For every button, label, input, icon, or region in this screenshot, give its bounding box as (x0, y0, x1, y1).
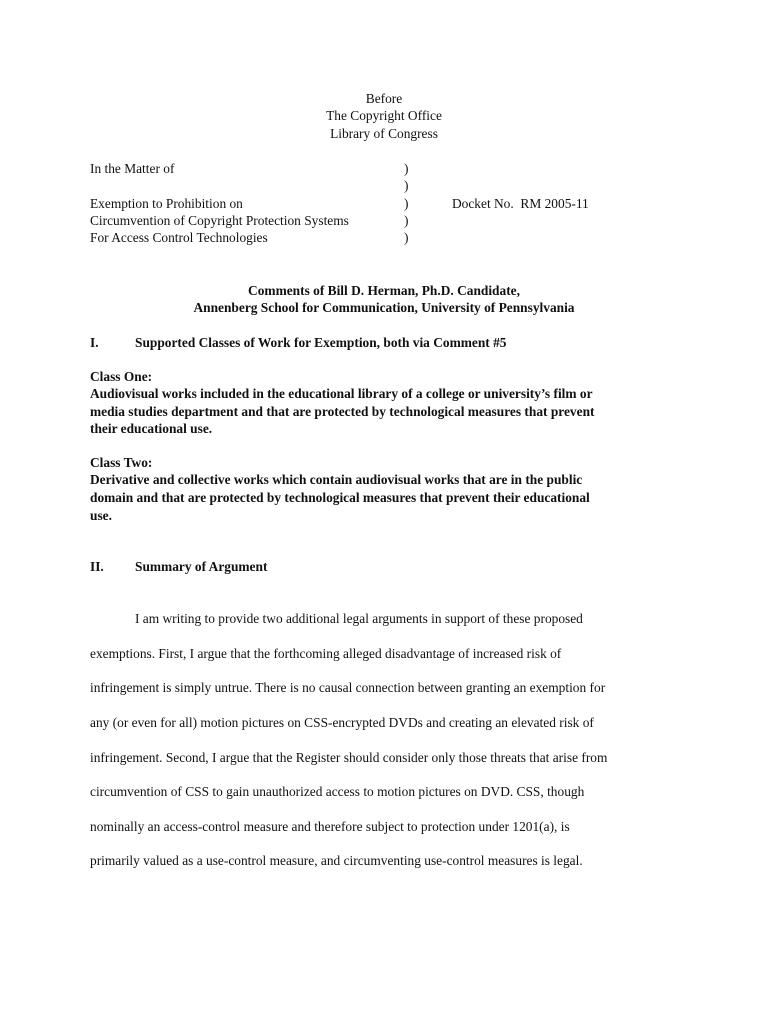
class-two-line1: Derivative and collective works which contain audiovisual works that are in the public (90, 472, 583, 487)
class-two-line3: use. (90, 508, 112, 523)
paragraph-line-8: primarily valued as a use-control measure, and circumventing use-control measures is legal. (90, 853, 583, 868)
paragraph-line-5: infringement. Second, I argue that the Register should consider only those threats that arise from (90, 750, 608, 765)
paragraph-line-3: infringement is simply untrue. There is no causal connection between granting an exemption for (90, 680, 606, 695)
caption-line-matter: In the Matter of (90, 161, 175, 176)
section2-title: Summary of Argument (135, 559, 268, 574)
class-one-line3: their educational use. (90, 421, 213, 436)
class-one-label: Class One: (90, 369, 153, 384)
paragraph-line-7: nominally an access-control measure and therefore subject to protection under 1201(a), is (90, 819, 570, 834)
section1-number: I. (90, 335, 99, 350)
class-two-label: Class Two: (90, 455, 153, 470)
comments-title-line2: Annenberg School for Communication, University of Pennsylvania (193, 300, 575, 315)
paragraph-line-6: circumvention of CSS to gain unauthorized access to motion pictures on DVD. CSS, though (90, 784, 585, 799)
paragraph-line-2: exemptions. First, I argue that the forthcoming alleged disadvantage of increased risk of (90, 646, 562, 661)
caption-paren-1: ) (404, 161, 409, 176)
section2-number: II. (90, 559, 104, 574)
caption-line-exemption: Exemption to Prohibition on (90, 196, 243, 211)
section1-title: Supported Classes of Work for Exemption, both via Comment #5 (135, 335, 507, 350)
comments-title-line1: Comments of Bill D. Herman, Ph.D. Candidate, (248, 283, 520, 298)
header-copyright-office: The Copyright Office (326, 108, 442, 123)
caption-paren-2: ) (404, 178, 409, 193)
caption-paren-5: ) (404, 230, 409, 245)
paragraph-line-4: any (or even for all) motion pictures on CSS-encrypted DVDs and creating an elevated risk of (90, 715, 594, 730)
header-library-of-congress: Library of Congress (330, 126, 438, 141)
paragraph-line-1: I am writing to provide two additional legal arguments in support of these proposed (135, 611, 583, 626)
class-two-line2: domain and that are protected by technological measures that prevent their educational (90, 490, 590, 505)
caption-line-access-control: For Access Control Technologies (90, 230, 268, 245)
class-one-line1: Audiovisual works included in the educational library of a college or university’s film or (90, 386, 593, 401)
caption-paren-3: ) (404, 196, 409, 211)
header-before: Before (365, 91, 403, 106)
class-one-line2: media studies department and that are protected by technological measures that prevent (90, 404, 595, 419)
docket-number: Docket No. RM 2005-11 (452, 196, 589, 211)
caption-paren-4: ) (404, 213, 409, 228)
caption-line-circumvention: Circumvention of Copyright Protection Systems (90, 213, 349, 228)
